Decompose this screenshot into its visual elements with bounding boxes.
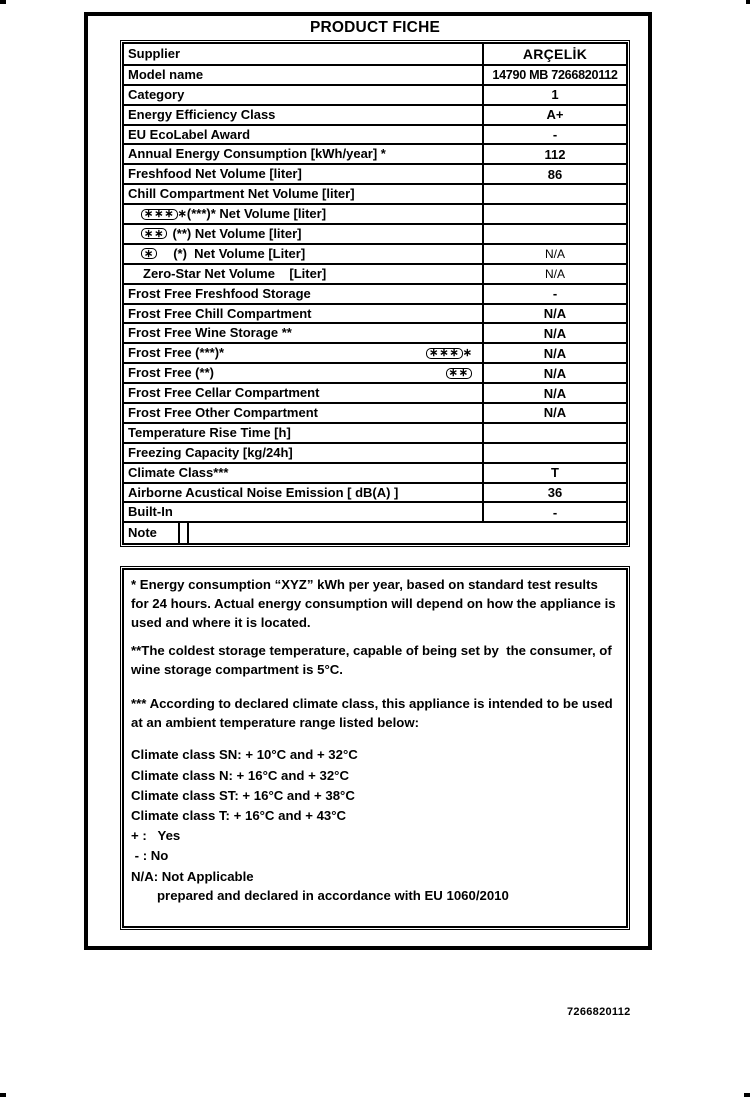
row-value-cell	[484, 225, 626, 243]
note-empty-area	[189, 523, 626, 543]
row-value: N/A	[544, 266, 565, 281]
row-value-cell	[484, 165, 626, 183]
document-code: 7266820112	[567, 1006, 631, 1018]
row-value-cell	[484, 205, 626, 223]
row-label: Supplier	[128, 45, 181, 61]
row-value: 112	[544, 146, 566, 162]
table-row	[124, 501, 626, 521]
star-box	[426, 348, 463, 359]
row-value: 1	[551, 87, 559, 103]
table-row	[124, 223, 626, 243]
row-value: N/A	[543, 345, 567, 361]
table-row	[124, 163, 626, 183]
table-row	[124, 124, 626, 144]
row-label: Airborne Acustical Noise Emission [ dB(A) ]	[128, 484, 399, 500]
crop-mark-top-right	[746, 0, 750, 4]
row-value-cell	[484, 404, 626, 422]
note-spacer-cell	[180, 523, 189, 543]
row-value-cell	[484, 464, 626, 482]
table-row	[124, 64, 626, 84]
row-label-cell	[124, 503, 484, 521]
row-label: Climate Class***	[128, 464, 229, 480]
row-label: (*) Net Volume [Liter]	[173, 245, 306, 261]
row-value-cell	[484, 444, 626, 462]
row-label: Frost Free Cellar Compartment	[128, 385, 320, 401]
page-title: PRODUCT FICHE	[309, 19, 441, 36]
page-frame	[84, 12, 652, 950]
row-label-cell	[124, 44, 484, 64]
star-glyphs: ∗	[144, 247, 155, 260]
row-value-cell	[484, 305, 626, 323]
table-row	[124, 104, 626, 124]
row-label-cell	[124, 444, 484, 462]
note-line: - : No	[131, 848, 169, 864]
crop-mark-top-left	[0, 0, 6, 4]
row-label-cell	[124, 205, 484, 223]
row-value-cell	[484, 364, 626, 382]
product-table-body	[122, 42, 628, 545]
table-row-note	[124, 521, 626, 543]
note-line: * Energy consumption “XYZ” kWh per year, based on standard test results for 24 hours. Actual energy consumption will depend on how the appliance is used and where it is located.	[131, 577, 620, 631]
table-row	[124, 243, 626, 263]
row-label: Freezing Capacity [kg/24h]	[128, 444, 293, 460]
row-label: Frost Free Freshfood Storage	[128, 285, 311, 301]
row-label-cell	[124, 126, 484, 144]
two-star-freezer-icon	[446, 368, 472, 379]
note-line: prepared and declared in accordance with EU 1060/2010	[157, 887, 509, 903]
star-box	[141, 248, 157, 259]
table-row	[124, 143, 626, 163]
row-label-cell	[124, 324, 484, 342]
row-label-cell	[124, 404, 484, 422]
row-value-cell	[484, 384, 626, 402]
crop-mark-bottom-left	[0, 1093, 6, 1097]
star-glyph-outside: ∗	[462, 347, 472, 360]
row-label: (**) Net Volume [liter]	[172, 225, 302, 241]
row-value: N/A	[543, 385, 567, 401]
row-value-cell	[484, 145, 626, 163]
row-label: Category	[128, 86, 185, 102]
table-row	[124, 263, 626, 283]
note-line: **The coldest storage temperature, capable of being set by the consumer, of wine storage compartment is 5°C.	[131, 642, 616, 677]
note-label-cell	[124, 523, 180, 543]
row-label-cell	[124, 245, 484, 263]
row-value-cell	[484, 44, 626, 64]
row-value: 14790 MB 7266820112	[492, 67, 618, 82]
row-value: -	[552, 127, 558, 142]
star-box	[141, 228, 167, 239]
note-line: N/A: Not Applicable	[131, 868, 254, 884]
row-label-cell	[124, 145, 484, 163]
row-label: Frost Free Wine Storage **	[128, 325, 292, 341]
table-row	[124, 44, 626, 64]
row-label-cell	[124, 305, 484, 323]
table-row	[124, 303, 626, 323]
table-row	[124, 422, 626, 442]
row-value: 86	[547, 166, 563, 182]
one-star-freezer-icon	[141, 248, 157, 259]
two-star-freezer-icon	[141, 228, 167, 239]
table-row	[124, 402, 626, 422]
note-line: *** According to declared climate class, this appliance is intended to be used at an ambient temperature range listed below:	[131, 696, 617, 731]
row-value-cell	[484, 106, 626, 124]
star-box	[446, 368, 472, 379]
star-glyph-outside: ∗	[177, 208, 187, 221]
row-value-cell	[484, 344, 626, 362]
row-label-cell	[124, 185, 484, 203]
table-row	[124, 342, 626, 362]
table-row	[124, 203, 626, 223]
row-label-cell	[124, 384, 484, 402]
row-label: Temperature Rise Time [h]	[128, 424, 291, 440]
row-value: N/A	[543, 306, 567, 322]
row-label-cell	[124, 265, 484, 283]
row-value-cell	[484, 424, 626, 442]
row-label: Frost Free (**)	[128, 365, 214, 381]
table-row	[124, 362, 626, 382]
row-value-cell	[484, 285, 626, 303]
row-label-cell	[124, 106, 484, 124]
row-label-cell	[124, 364, 484, 382]
note-line: Climate class T: + 16°C and + 43°C	[131, 808, 347, 824]
table-row	[124, 482, 626, 502]
row-value-cell	[484, 66, 626, 84]
table-row	[124, 283, 626, 303]
row-value-cell	[484, 185, 626, 203]
row-value: 36	[547, 485, 563, 501]
row-value: N/A	[544, 246, 565, 261]
row-label-cell	[124, 86, 484, 104]
row-label-cell	[124, 484, 484, 502]
row-label: Model name	[128, 66, 204, 82]
row-label-cell	[124, 225, 484, 243]
row-value-cell	[484, 245, 626, 263]
row-label: (***)* Net Volume [liter]	[186, 206, 327, 222]
row-label: Freshfood Net Volume [liter]	[128, 166, 302, 182]
crop-mark-bottom-right	[744, 1093, 750, 1097]
row-value-cell	[484, 484, 626, 502]
star-glyphs: ∗∗	[144, 227, 165, 240]
table-row	[124, 442, 626, 462]
note-line: Climate class ST: + 16°C and + 38°C	[131, 787, 355, 803]
table-row	[124, 462, 626, 482]
row-value: N/A	[543, 365, 567, 381]
row-value-cell	[484, 324, 626, 342]
row-label-cell	[124, 285, 484, 303]
notes-content	[122, 568, 628, 928]
row-label: Energy Efficiency Class	[128, 106, 276, 122]
row-label: Frost Free Chill Compartment	[128, 305, 312, 321]
four-star-freezer-icon	[141, 209, 187, 220]
table-row	[124, 382, 626, 402]
note-line: + : Yes	[131, 828, 181, 844]
note-line: Climate class N: + 16°C and + 32°C	[131, 767, 349, 783]
star-glyphs: ∗∗∗	[144, 208, 175, 221]
row-value-cell	[484, 126, 626, 144]
row-label: EU EcoLabel Award	[128, 126, 251, 142]
row-value-cell	[484, 265, 626, 283]
row-label-cell	[124, 66, 484, 84]
row-label: Chill Compartment Net Volume [liter]	[128, 186, 355, 202]
table-row	[124, 183, 626, 203]
product-fiche-table	[120, 40, 630, 547]
row-value: A+	[546, 107, 564, 123]
row-label: Built-In	[128, 504, 173, 520]
table-row	[124, 322, 626, 342]
star-glyphs: ∗∗∗	[429, 347, 460, 360]
note-label: Note	[128, 525, 157, 541]
row-label: Zero-Star Net Volume [Liter]	[143, 265, 327, 281]
row-value: -	[552, 286, 558, 302]
table-row	[124, 84, 626, 104]
row-value: -	[552, 504, 558, 520]
row-value: N/A	[543, 405, 567, 421]
row-label: Frost Free (***)*	[128, 345, 225, 361]
four-star-freezer-icon	[426, 348, 472, 359]
row-label-cell	[124, 424, 484, 442]
footnotes-box	[120, 566, 630, 930]
row-label: Frost Free Other Compartment	[128, 404, 318, 420]
row-label-cell	[124, 344, 484, 362]
star-glyphs: ∗∗	[448, 367, 469, 380]
row-label-cell	[124, 464, 484, 482]
row-value: T	[551, 465, 559, 481]
row-label-cell	[124, 165, 484, 183]
row-value-cell	[484, 503, 626, 521]
row-label: Annual Energy Consumption [kWh/year] *	[128, 146, 386, 162]
star-box	[141, 209, 178, 220]
note-line: Climate class SN: + 10°C and + 32°C	[131, 747, 358, 763]
row-value: N/A	[543, 325, 567, 341]
row-value-cell	[484, 86, 626, 104]
row-value: ARÇELİK	[522, 45, 588, 62]
